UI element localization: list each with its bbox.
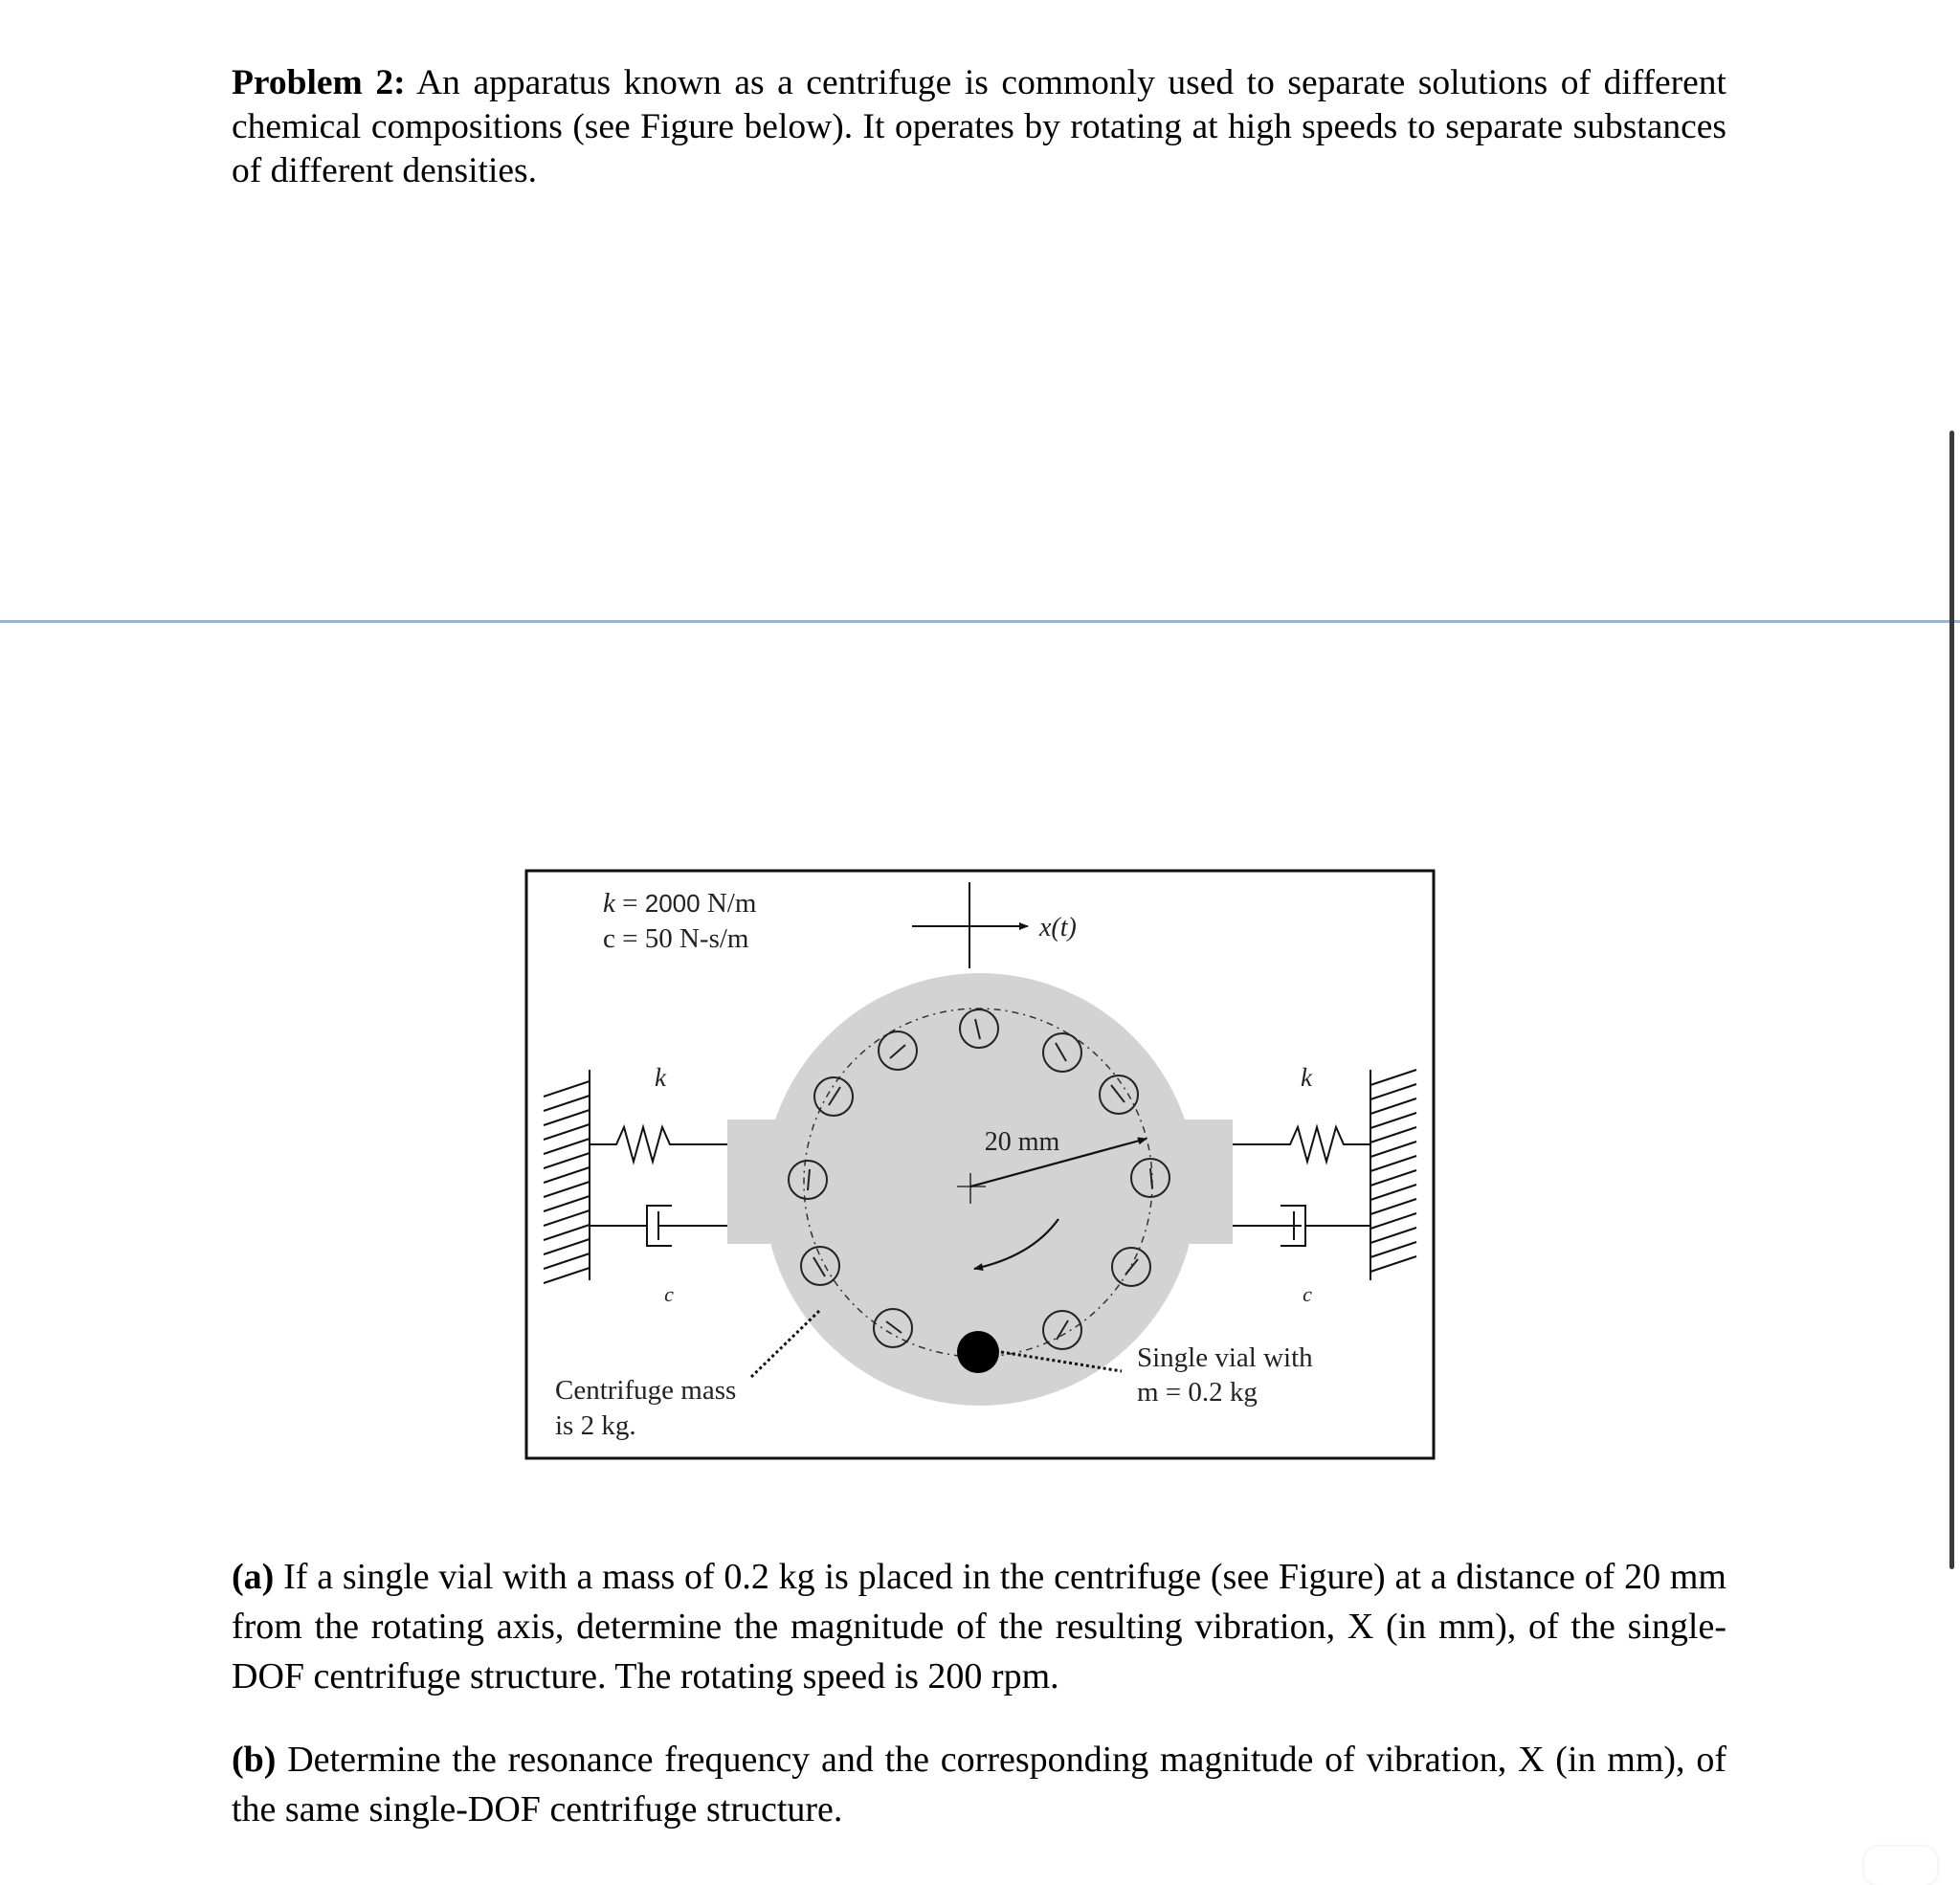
problem-statement	[232, 61, 1726, 193]
vial-label-line1: Single vial with	[1137, 1342, 1313, 1373]
c-parameter: c = 50 N-s/m	[603, 923, 749, 954]
centrifuge-diagram	[524, 869, 1436, 1460]
displacement-label: x(t)	[1039, 913, 1077, 942]
radius-label: 20 mm	[984, 1127, 1060, 1157]
centrifuge-mass-label-line2: is 2 kg.	[555, 1410, 636, 1441]
question-b-text: Determine the resonance frequency and the corresponding magnitude of vibration, X (in mm), of the same single-DOF centrifuge structure.	[232, 1740, 1726, 1830]
left-spring-label: k	[655, 1063, 666, 1092]
k-symbol: k	[603, 888, 615, 919]
centrifuge-mass-label-line1: Centrifuge mass	[555, 1375, 737, 1406]
right-spring-label: k	[1301, 1063, 1312, 1092]
left-damper-label: c	[664, 1282, 674, 1306]
page-divider	[0, 620, 1960, 623]
k-value: 2000	[644, 889, 701, 918]
k-parameter	[603, 888, 757, 919]
question-b-label: (b)	[232, 1740, 277, 1780]
question-a-label: (a)	[232, 1557, 275, 1597]
corner-button[interactable]	[1864, 1847, 1937, 1885]
question-a	[232, 1552, 1726, 1701]
problem-label: Problem 2:	[232, 63, 406, 102]
centrifuge-figure	[524, 869, 1436, 1460]
question-b	[232, 1735, 1726, 1834]
single-vial	[957, 1331, 999, 1373]
k-eq: =	[614, 888, 645, 919]
right-damper-label: c	[1303, 1282, 1312, 1306]
question-a-text: If a single vial with a mass of 0.2 kg is placed in the centrifuge (see Figure) at a distance of 20 mm from the rotating axis, determine the magnitude of the resulting vibration, X (in mm), of the single-DOF centrifuge structure. The rotating speed is 200 rpm.	[232, 1557, 1726, 1696]
vertical-scrollbar[interactable]	[1949, 431, 1954, 1569]
problem-text: An apparatus known as a centrifuge is commonly used to separate solutions of different chemical compositions (see Figure below). It operates by rotating at high speeds to separate substances of different densities.	[232, 63, 1726, 190]
k-unit: N/m	[700, 888, 757, 919]
vial-label-line2: m = 0.2 kg	[1137, 1377, 1258, 1408]
